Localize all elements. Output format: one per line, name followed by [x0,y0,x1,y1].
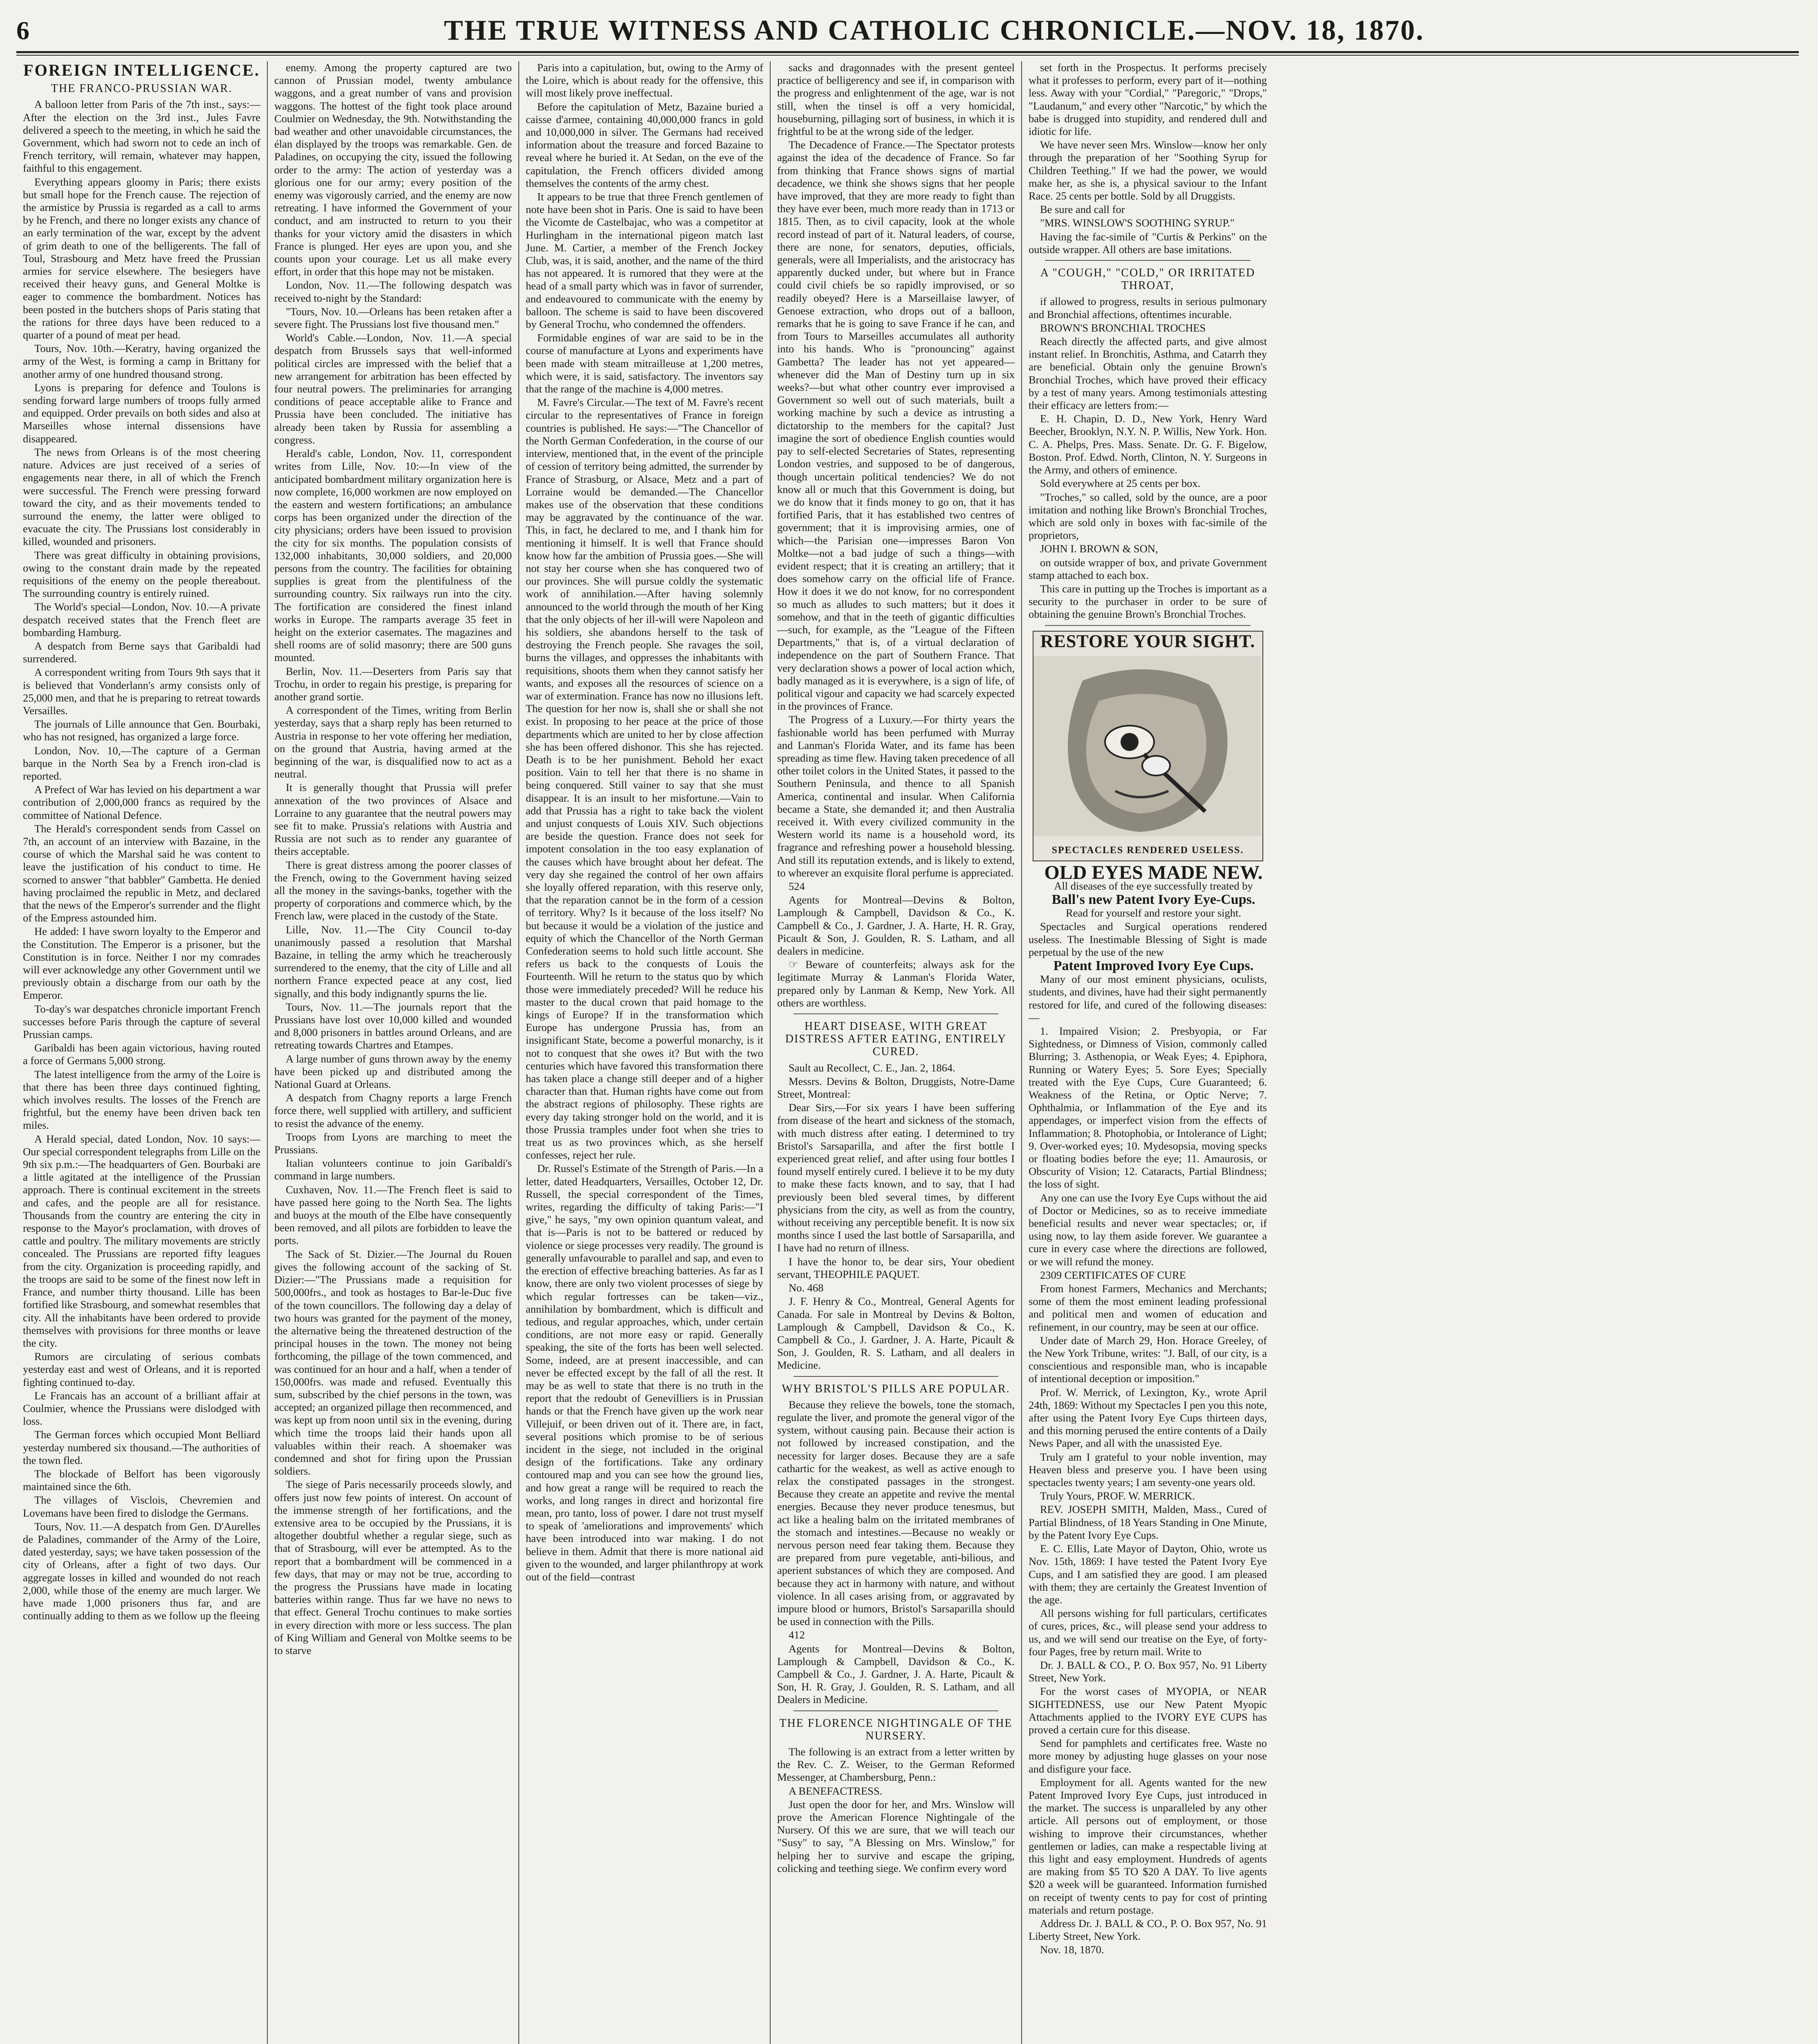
paragraph: Many of our most eminent physicians, oculists, students, and divines, have had their sight permanently restored for life, and cured of the following diseases:— [1029,973,1267,1024]
paragraph: Le Francais has an account of a brilliant affair at Coulmier, whence the Prussians were dislodged with loss. [23,1389,260,1428]
paragraph: There is great distress among the poorer classes of the French, owing to the Government having seized all the money in the savings-banks, together with the property of corporations and commerce which, by the French law, were placed in the custody of the State. [274,858,512,922]
paragraph: set forth in the Prospectus. It performs precisely what it professes to perform, every part of it—nothing less. Away with your "Cordial," "Paregoric," "Drops," "Laudanum," and every other "Narcotic," by which the babe is drugged into stupidity, and rendered dull and idiotic for life. [1029,61,1267,138]
paragraph: 1. Impaired Vision; 2. Presbyopia, or Far Sightedness, or Dimness of Vision, commonly called Blurring; 3. Asthenopia, or Weak Eyes; 4. Epiphora, Running or Watery Eyes; 5. Sore Eyes; Specially treated with the Eye Cups, Cure Guaranteed; 6. Weakness of the Retina, or Optic Nerve; 7. Ophthalmia, or Inflammation of the Eye and its appendages, or imperfect vision from the effects of Inflammation; 8. Photophobia, or Intolerance of Light; 9. Over-worked eyes; 10. Mydesopsia, moving specks or floating bodies before the eye; 11. Amaurosis, or Obscurity of Vision; 12. Cataracts, Partial Blindness; the loss of sight. [1029,1024,1267,1190]
eye-cups-illustration [1033,631,1263,861]
paragraph: This care in putting up the Troches is important as a security to the purchaser in order to be sure of obtaining the genuine Brown's Bronchial Troches. [1029,582,1267,621]
paragraph: Tours, Nov. 11.—The journals report that the Prussians have lost over 10,000 killed and wounded and 8,000 prisoners in battles around Orleans, and are retreating towards Chartres and Etampes. [274,1000,512,1051]
paragraph: Tours, Nov. 11.—A despatch from Gen. D'Aurelles de Paladines, commander of the Army of the Loire, dated yesterday, says; we have taken possession of the city of Orleans, after a fight of two days. Our aggregate losses in killed and wounded do not reach 2,000, while those of the enemy are much larger. We have made 1,000 prisoners thus far, and are continually adding to them as we follow up the fleeing [23,1520,260,1622]
ad-cough-title: A "COUGH," "COLD," OR IRRITATED THROAT, [1040,267,1255,292]
paragraph: Employment for all. Agents wanted for the new Patent Improved Ivory Eye Cups, just introduced in the market. The success is unparalleled by any other article. All persons out of employment, or those wishing to improve their circumstances, whether gentlemen or ladies, can make a respectable living at this light and easy employment. Hundreds of agents are making from $5 TO $20 A DAY. To live agents $20 a week will be guaranteed. Information furnished on receipt of twenty cents to pay for cost of printing materials and return postage. [1029,1776,1267,1916]
paragraph: It appears to be true that three French gentlemen of note have been shot in Paris. One is said to have been the Vicomte de Castelbajac, who was a competitor at Hurlingham in the international pigeon match last June. M. Cartier, a member of the French Jockey Club, was, it is said, another, and the name of the third has not appeared. It is rumored that they were at the head of a small party which was in favor of surrender, and endeavoured to communicate with the enemy by balloon. The scheme is said to have been discovered by General Trochu, who condemned the offenders. [526,191,763,331]
paragraph: Agents for Montreal—Devins & Bolton, Lamplough & Campbell, Davidson & Co., K. Campbell & Co., J. Gardner, J. A. Harte, H. R. Gray, Picault & Son, J. Goulden, R. S. Latham, and all dealers in medicine. [777,894,1015,957]
paragraph: if allowed to progress, results in serious pulmonary and Bronchial affections, oftentimes incurable. [1029,295,1267,320]
paragraph: Italian volunteers continue to join Garibaldi's command in large numbers. [274,1157,512,1182]
newspaper-columns [16,61,1799,2044]
paragraph: 524 [789,880,805,892]
paragraph: Messrs. Devins & Bolton, Druggists, Notre-Dame Street, Montreal: [777,1075,1015,1100]
paragraph: The following is an extract from a letter written by the Rev. C. Z. Weiser, to the German Reformed Messenger, at Chambersburg, Penn.: [777,1746,1015,1784]
paragraph: Everything appears gloomy in Paris; there exists but small hope for the French cause. The rejection of the armistice by Prussia is regarded as a call to arms by he French, and there no longer exists any chance of an early termination of the war, except by the advent of grim death to one of the belligerents. The fall of Toul, Strasbourg and Metz have freed the Prussian armies for service elsewhere. The besiegers have received their heavy guns, and General Moltke is eager to commence the bombardment. Notices has been posted in the butchers shops of Paris stating that the rations for three days have been reduced to a quarter of a pound of meat per head. [23,175,260,341]
ad-nightingale-body [777,1746,1015,1875]
divider [1045,260,1251,261]
paragraph: From honest Farmers, Mechanics and Merchants; some of them the most eminent leading professional and political men and women of education and refinement, in our country, may be seen at our office. [1029,1282,1267,1333]
paragraph: E. C. Ellis, Late Mayor of Dayton, Ohio, wrote us Nov. 15th, 1869: I have tested the Patent Ivory Eye Cups, and I am satisfied they are good. I am pleased with them; they are certainly the Greatest Invention of the age. [1029,1542,1267,1606]
paragraph: E. H. Chapin, D. D., New York, Henry Ward Beecher, Brooklyn, N.Y. N. P. Willis, New York. Hon. C. A. Phelps, Pres. Mass. Senate. Dr. G. F. Bigelow, Boston. Prof. Edwd. North, Clinton, N. Y. Surgeons in the Army, and others of eminence. [1029,412,1267,476]
paragraph: A Prefect of War has levied on his department a war contribution of 2,000,000 francs as required by the committee of National Defence. [23,783,260,821]
col5-body [1029,61,1267,256]
paragraph: I have the honor to, be dear sirs, Your obedient servant, THEOPHILE PAQUET. [777,1255,1015,1280]
paragraph: Garibaldi has been again victorious, having routed a force of Germans 5,000 strong. [23,1042,260,1067]
paragraph: Dr. Russel's Estimate of the Strength of Paris.—In a letter, dated Headquarters, Versailles, October 12, Dr. Russell, the special correspondent of the Times, writes, regarding the difficulty of taking Paris:—"I give," he says, "my own opinion quantum valeat, and that is—Paris is not to be battered or reduced by violence or siege processes very readily. The ground is generally unfavourable to parallel and sap, and even to the erection of effective breaching batteries. As far as I know, there are only two violent processes of siege by which regular fortresses can be taken—viz., annihilation by bombardment, which is difficult and tedious, and regular approaches, which, under certain conditions, are not more easy or rapid. Generally speaking, the site of the forts has been well selected. Some, indeed, are at present inaccessible, and can never be effected except by the fall of all the rest. It may be as well to state that there is no truth in the report that the redoubt of Genevilliers is in Prussian hands or that the French have given up the work near Villejuif, or been driven out of it. There are, in fact, several positions which promise to be of serious incident in the siege, not included in the original design of the fortifications. Take any ordinary contoured map and you can see how the ground lies, and how great a range will be required to reach the works, and long ranges in direct and horizontal fire mean, pro tanto, loss of power. I dare not trust myself to speak of 'ameliorations and improvements' which have been introduced into war making. I do not believe in them. Admit that there is more national aid given to the wounded, and larger philanthropy at work out of the field—contrast [526,1162,763,1583]
ad-bristol-title: WHY BRISTOL'S PILLS ARE POPULAR. [782,1382,1010,1395]
ad-eyes-brand-2: Patent Improved Ivory Eye Cups. [1053,958,1254,973]
paragraph: Be sure and call for [1040,203,1125,216]
paragraph: Any one can use the Ivory Eye Cups without the aid of Doctor or Medicines, so as to receive immediate beneficial results and never wear spectacles; or, if using now, to lay them aside forever. We guarantee a cure in every case where the directions are followed, or we will refund the money. [1029,1191,1267,1268]
paragraph: BROWN'S BRONCHIAL TROCHES [1040,321,1206,334]
paragraph: ☞ Beware of counterfeits; always ask for the legitimate Murray & Lanman's Florida Water, prepared only by Lanman & Kemp, New York. All others are worthless. [777,958,1015,1009]
paragraph: The siege of Paris necessarily proceeds slowly, and offers just now few points of interest. On account of the immense strength of her fortifications, and the extensive area to be occupied by the Prussians, it is altogether doubtful whether a regular siege, such as that of Strasbourg, will ever be attempted. As to the report that a bombardment will be commenced in a few days, that may or may not be true, according to the progress the Prussians have made in locating batteries within range. Thus far we have no news to that effect. General Trochu continues to make sorties in every direction with more or less success. The plan of King William and General von Moltke seems to be to starve [274,1478,512,1656]
paragraph: Herald's cable, London, Nov. 11, correspondent writes from Lille, Nov. 10:—In view of the anticipated bombardment military organization here is now complete, 16,000 workmen are now employed on the eastern and western fortifications; an ambulance corps has been organized under the direction of the city physicians; orders have been issued to provision the city for six months. The population consists of 132,000 inhabitants, 30,000 soldiers, and 20,000 persons from the country. The facilities for obtaining supplies is great from the plentifulness of the surrounding country. Six railways run into the city. The fortification are considered the finest inland works in Europe. The ramparts average 35 feet in height on the exterior casemates. The magazines and shell rooms are of solid masonry; there are 500 guns mounted. [274,447,512,664]
paragraph: enemy. Among the property captured are two cannon of Prussian model, twenty ambulance waggons, and a great number of vans and provision waggons. The hottest of the fight took place around Coulmier on Wednesday, the 9th. Notwithstanding the bad weather and other unavoidable circumstances, the élan displayed by the troops was remarkable. Gen. de Paladines, on occupying the city, issued the following order to the army: The action of yesterday was a glorious one for our army; every position of the enemy was vigorously carried, and the enemy are now retreating. I have informed the Government of your conduct, and am instructed to return to you their thanks for your victory amid the disasters in which France is plunged. Her eyes are upon you, and she counts upon your courage. Let us all make every effort, in order that this hope may not be mistaken. [274,61,512,278]
paragraph: Send for pamphlets and certificates free. Waste no more money by adjusting huge glasses on your nose and disfigure your face. [1029,1737,1267,1775]
paragraph: Nov. 18, 1870. [1040,1943,1104,1956]
section-subheading: THE FRANCO-PRUSSIAN WAR. [51,82,233,95]
paragraph: on outside wrapper of box, and private Government stamp attached to each box. [1029,556,1267,581]
col1-body [23,98,260,1622]
paragraph: A large number of guns thrown away by the enemy have been picked up and distributed among the National Guard at Orleans. [274,1052,512,1091]
paragraph: Lille, Nov. 11.—The City Council to-day unanimously passed a resolution that Marshal Bazaine, in telling the army which he treacherously surrendered to the enemy, that the city of Lille and all northern France expected peace at any cost, lied signally, and this body indignantly spurns the lie. [274,923,512,1000]
paragraph: Dear Sirs,—For six years I have been suffering from disease of the heart and sickness of the stomach, with much distress after eating. I determined to try Bristol's Sarsaparilla, and after the first bottle I experienced great relief, and after using four bottles I found myself entirely cured. I believe it to be my duty to make these facts known, and to say, that I had previously been bled several times, by different physicians from the city, as well as from the country, without receiving any perceptible benefit. It is now six months since I used the last bottle of Sarsaparilla, and I have had no return of illness. [777,1101,1015,1254]
paragraph: The blockade of Belfort has been vigorously maintained since the 6th. [23,1467,260,1493]
illustration-banner: RESTORE YOUR SIGHT. [1040,631,1255,651]
paragraph: J. F. Henry & Co., Montreal, General Agents for Canada. For sale in Montreal by Devins & Bolton, Lamplough & Campbell, Davidson & Co., K. Campbell & Co., J. Gardner, J. A. Harte, Picault & Son, J. Goulden, R. S. Latham, and all dealers in Medicine. [777,1295,1015,1372]
ad-nightingale-title: THE FLORENCE NIGHTINGALE OF THE NURSERY. [779,1717,1013,1742]
paragraph: Truly am I grateful to your noble invention, may Heaven bless and preserve you. I have been using spectacles twenty years; I am seventy-one years old. [1029,1450,1267,1489]
ad-eyes-intro [1029,920,1267,959]
masthead [16,16,1799,45]
paragraph: Address Dr. J. BALL & CO., P. O. Box 957, No. 91 Liberty Street, New York. [1029,1917,1267,1943]
ad-eyes-sub: All diseases of the eye successfully treated by [1054,879,1253,892]
header-rule-thin [16,55,1799,56]
paragraph: The Sack of St. Dizier.—The Journal du Rouen gives the following account of the sacking of St. Dizier:—"The Prussians made a requisition for 500,000frs., and took as hostages to Bar-le-Duc five of the town councillors. The following day a delay of two hours was granted for the payment of the money, the alternative being the threatened destruction of the principal houses in the town. The money not being forthcoming, the pillage of the town commenced, and was continued for an hour and a half, when a tender of 150,000frs. was made and refused. Eventually this sum, subscribed by the chief persons in the town, was accepted; an organized pillage then recommenced, and was kept up from noon until six in the evening, during which time the troops laid their hands upon all valuables within their reach. A shoemaker was condemned and shot for firing upon the Prussian soldiers. [274,1248,512,1477]
paragraph: Sault au Recollect, C. E., Jan. 2, 1864. [789,1061,955,1074]
ad-bristol-body [777,1399,1015,1706]
paragraph: For the worst cases of MYOPIA, or NEAR SIGHTEDNESS, use our New Patent Myopic Attachments applied to the IVORY EYE CUPS has proved a certain cure for this disease. [1029,1685,1267,1736]
ad-heart-title: HEART DISEASE, WITH GREAT DISTRESS AFTER EATING, ENTIRELY CURED. [785,1020,1007,1058]
paragraph: The Decadence of France.—The Spectator protests against the idea of the decadence of France. So far from thinking that France shows signs of martial decadence, we think she shows signs that her people have improved, that they are more ready to fight than they have ever been, much more ready than in 1713 or 1815. Then, as to civil capacity, look at the whole record instead of part of it. Natural leaders, of course, there are none, for senators, deputies, officials, generals, were all Imperialists, and the aristocracy has apparently ducked under, but where but in France could civil chiefs be so rapidly improvised, or so readily obeyed? Here is a Marseillaise lawyer, of Genoese extraction, who drops out of a balloon, remarks that he is going to save France if he can, and from Tours to Marseilles accumulates all authority into his hands. Who is "pronouncing" against Gambetta? The leader has not yet appeared—whenever did the Man of Destiny turn up in six weeks?—but what other country ever improvised a Government so well out of such materials, built a working machine by such a device as intrusting a dictatorship to the members for the capital? Just imagine the sort of obedience English counties would pay to self-elected Secretaries of States, representing London vestries, and supposed to be of dangerous, though uncertain political tendencies? We do not know all or much that this Government is doing, but we do know that it finds money to go on, that it has fortified Paris, that it has established two centres of government; that it is improvising armies, one of which—the Parisian one—impresses Baron Von Moltke—not a bad judge of such a things—with evident respect; that it is creating an artillery; that it does somehow carry on the official life of France. How it does it we do not know, for no correspondent so much as alludes to such matters; but it does it somehow, and that in the teeth of gigantic difficulties—such, for example, as the "League of the Fifteen Departments," that is, of a virtual declaration of independence on the part of Southern France. That very declaration shows a power of local action which, badly managed as it is everywhere, is a sign of life, of political vigour and capacity we had scarcely expected in the provinces of France. [777,139,1015,713]
paragraph: sacks and dragonnades with the present genteel practice of belligerency and see if, in comparison with the progress and enlightenment of the age, war is not still, when the tinsel is off a very homicidal, houseburning, pillaging sort of business, in which it is frightful to be at the wrong side of the ledger. [777,61,1015,138]
paragraph: Under date of March 29, Hon. Horace Greeley, of the New York Tribune, writes: "J. Ball, of our city, is a conscientious and responsible man, who is incapable of intentional deception or imposition." [1029,1334,1267,1385]
paragraph: World's Cable.—London, Nov. 11.—A special despatch from Brussels says that well-informed political circles are impressed with the belief that a new arrangement for arbitration has been effected by four neutral powers. The preliminaries for arranging conditions of peace acceptable alike to France and Prussia have been concluded. The initiative has already been taken by Russia for assembling a congress. [274,332,512,446]
paragraph: The villages of Visclois, Chevremien and Lovemans have been fired to dislodge the Germans. [23,1494,260,1519]
paragraph: A balloon letter from Paris of the 7th inst., says:—After the election on the 3rd inst., Jules Favre delivered a speech to the meeting, in which he said the Government, which had sworn not to cede an inch of French territory, will remain, whatever may happen, faithful to this engagement. [23,98,260,175]
paragraph: Truly Yours, PROF. W. MERRICK. [1040,1490,1195,1502]
column-2 [268,61,519,2044]
col3-body [526,61,763,1583]
ad-eyes-body [1029,973,1267,1956]
paragraph: No. 468 [789,1282,824,1294]
paragraph: Lyons is preparing for defence and Toulons is sending forward large numbers of troops fully armed and equipped. Order prevails on both sides and also at Marseilles whose internal dissensions have disappeared. [23,381,260,445]
ad-cough-body [1029,295,1267,621]
paragraph: Rumors are circulating of serious combats yesterday east and west of Orleans, and it is reported fighting continued to-day. [23,1350,260,1388]
paragraph: We have never seen Mrs. Winslow—know her only through the preparation of her "Soothing Syrup for Children Teething." If we had the power, we would make her, as she is, a physical saviour to the Infant Race. 25 cents per bottle. Sold by all Druggists. [1029,139,1267,202]
paragraph: Berlin, Nov. 11.—Deserters from Paris say that Trochu, in order to regain his prestige, is preparing for another grand sortie. [274,665,512,703]
ad-eyes-title: OLD EYES MADE NEW. [1044,861,1263,883]
paragraph: The Progress of a Luxury.—For thirty years the fashionable world has been perfumed with Murray and Lanman's Florida Water, and its fame has been spreading as time flew. Having taken precedence of all other toilet colors in the United States, it passed to the Southern Peninsula, and thence to all Spanish America, continental and insular. When California became a State, she demanded it; and then Australia received it. With every civilized community in the Western world its name is a household word, its fragrance and refreshing power a household blessing. And still its reputation extends, and is likely to extend, to wherever an exquisite floral perfume is appreciated. [777,713,1015,879]
running-title: THE TRUE WITNESS AND CATHOLIC CHRONICLE.—NOV. 18, 1870. [444,15,1425,46]
paragraph: "MRS. WINSLOW'S SOOTHING SYRUP." [1040,217,1235,229]
paragraph: He added: I have sworn loyalty to the Emperor and the Constitution. The Emperor is a prisoner, but the Constitution is in force. Neither I nor my comrades will ever acknowledge any other Government until we previously obtain a discharge from our oath by the Emperor. [23,925,260,1002]
paragraph: All persons wishing for full particulars, certificates of cures, prices, &c., will please send your address to us, and we will send our treatise on the Eye, of forty-four Pages, free by return mail. Write to [1029,1607,1267,1658]
divider [1045,625,1251,626]
paragraph: A despatch from Berne says that Garibaldi had surrendered. [23,639,260,665]
paragraph: To-day's war despatches chronicle important French successes before Paris through the capture of several Prussian camps. [23,1002,260,1041]
eye-engraving-icon [1033,656,1261,836]
ad-eyes-brand: Ball's new Patent Ivory Eye-Cups. [1051,892,1255,907]
illustration-caption: SPECTACLES RENDERED USELESS. [1051,845,1244,856]
paragraph: 412 [789,1629,805,1641]
divider [794,1376,998,1377]
paragraph: Sold everywhere at 25 cents per box. [1040,477,1201,490]
paragraph: Because they relieve the bowels, tone the stomach, regulate the liver, and promote the general vigor of the system, without causing pain. Because their action is not followed by increased constipation, and the necessity for larger doses. Because they are a safe cathartic for the weakest, as well as active enough to relax the constipated passages in the strongest. Because they create an appetite and revive the mental energies. Because they never produce tenesmus, but act like a healing balm on the irritated membranes of the stomach and intestines.—Because no weakly or nervous person need fear taking them. Because they are prepared from pure vegetable, anti-bilious, and aperient substances of which they are composed. And because they act in harmony with nature, and without violence. In all cases arising from, or aggravated by impure blood or humors, Bristol's Sarsaparilla should be used in connection with the Pills. [777,1398,1015,1628]
paragraph: REV. JOSEPH SMITH, Malden, Mass., Cured of Partial Blindness, of 18 Years Standing in One Minute, by the Patent Ivory Eye Cups. [1029,1503,1267,1541]
paragraph: Agents for Montreal—Devins & Bolton, Lamplough & Campbell, Davidson & Co., K. Campbell & Co., J. Gardner, J. A. Harte, Picault & Son, H. R. Gray, J. Goulden, R. S. Latham, and all Dealers in Medicine. [777,1642,1015,1706]
paragraph: Paris into a capitulation, but, owing to the Army of the Loire, which is about ready for the offensive, this will most likely prove ineffectual. [526,61,763,99]
column-4 [771,61,1022,2044]
paragraph: The German forces which occupied Mont Belliard yesterday numbered six thousand.—The authorities of the town fled. [23,1428,260,1466]
paragraph: A correspondent of the Times, writing from Berlin yesterday, says that a sharp reply has been returned to Austria in response to her vote offering her mediation, on the ground that Austria, having armed at the beginning of the war, is disqualified now to act as a neutral. [274,704,512,780]
paragraph: Spectacles and Surgical operations rendered useless. The Inestimable Blessing of Sight is made perpetual by the use of the new [1029,920,1267,958]
paragraph: The news from Orleans is of the most cheering nature. Advices are just received of a series of engagements near there, in all of which the French were successful. The French were pressing forward toward the city, and as their movements tended to surround the enemy, the latter were obliged to evacuate the city. The Prussians lost considerably in killed, wounded and prisoners. [23,446,260,548]
column-1 [16,61,268,2044]
paragraph: Reach directly the affected parts, and give almost instant relief. In Bronchitis, Asthma, and Catarrh they are beneficial. Obtain only the genuine Brown's Bronchial Troches, which have proved their efficacy by a test of many years. Among testimonials attesting their efficacy are letters from:— [1029,335,1267,412]
column-3 [519,61,771,2044]
paragraph: 2309 CERTIFICATES OF CURE [1040,1269,1186,1281]
paragraph: Prof. W. Merrick, of Lexington, Ky., wrote April 24th, 1869: Without my Spectacles I pen you this note, after using the Patent Ivory Eye Cups thirteen days, and this morning perused the entire contents of a Daily News Paper, and all with the unassisted Eye. [1029,1386,1267,1450]
paragraph: "Tours, Nov. 10.—Orleans has been retaken after a severe fight. The Prussians lost five thousand men." [274,305,512,331]
paragraph: London, Nov. 10,—The capture of a German barque in the North Sea by a French iron-clad is reported. [23,744,260,782]
paragraph: "Troches," so called, sold by the ounce, are a poor imitation and nothing like Brown's Bronchial Troches, which are sold only in boxes with fac-simile of the proprietors, [1029,491,1267,542]
ad-heart-body [777,1062,1015,1372]
paragraph: M. Favre's Circular.—The text of M. Favre's recent circular to the representatives of France in foreign countries is published. He says:—"The Chancellor of the North German Confederation, in the course of our interview, mentioned that, in the event of the principle of cession of territory being admitted, the surrender by France of Strasburg, or Alsace, Metz and a part of Lorraine would be demanded.—The Chancellor makes use of the observation that these conditions may be aggravated by the continuance of the war. This, in fact, he declared to me, and I thank him for mentioning it himself. It is well that France should know how far the ambition of Prussia goes.—She will not stay her course when she has conquered two of our provinces. She will pursue coldly the systematic work of annihilation.—After having solemnly announced to the world through the mouth of her King that the only objects of her ill-will were Napoleon and his soldiers, she abandons herself to the task of destroying the French people. She ravages the soil, burns the villages, and oppresses the inhabitants with requisitions, shoots them when they cannot satisfy her wants, and exposes all the resources of science on a war of extermination. France has now no illusions left. The question for her now is, shall she or shall she not exist. In proposing to her peace at the price of those departments which are united to her by close affection she has been offered dishonor. This she has rejected. Death is to be her punishment. Behold her exact position. Vain to tell her that there is no shame in being conquered. Still vainer to say that she must disappear. It is an insult to her misfortune.—Vain to add that Prussia has a right to take back the violent and unjust conquests of Louis XIV. Such objections are beside the question. France does not seek for impotent consolation in the too easy explanation of the causes which have brought about her defeat. The very day she regained the control of her own affairs she loyally offered reparation, with this reserve only, that the reparation cannot be in the form of a cession of territory. Why? Is it because of the loss itself? No but because it would be a violation of the justice and equity of which the Chancellor of the North German Confederation seems to hold such little account. She refers us back to the conquests of Louis the Fourteenth. Will he return to the status quo by which those were immediately preceded? Will he reduce his master to the ducal crown that paid homage to the kings of Europe? If in the transformation which Europe has undergone Prussia has, from an insignificant State, become a powerful monarchy, is it not to conquest that she owes it? But with the two centuries which have favored this transformation there has taken place a change still deeper and of a higher character than that. Human rights have come out from the abstract regions of philosophy. These rights are every day taking stronger hold on the world, and it is those Prussia tramples under foot when she tries to treat us as two provinces which, as she herself confesses, reject her rule. [526,396,763,1161]
section-heading: FOREIGN INTELLIGENCE. [23,61,260,79]
column-5 [1022,61,1273,2044]
col2-body [274,61,512,1657]
paragraph: A BENEFACTRESS. [789,1784,883,1797]
paragraph: A Herald special, dated London, Nov. 10 says:—Our special correspondent telegraphs from Lille on the 9th six p.m.:—The headquarters of Gen. Bourbaki are a little agitated at the intelligence of the Prussian approach. There is continual excitement in the streets and cafes, and the people are all for resistance. Thousands from the country are entering the city in response to the Mayor's proclamation, with droves of cattle and poultry. The military movements are strictly concealed. The Prussians are reported fifty leagues from the city. Organization is proceeding rapidly, and the troops are said to be some of the finest now left in France, and number thirty thousand. Lille has been fortified like Strasbourg, and somewhat resembles that city. All the inhabitants have been ordered to provide themselves with provisions for three months or leave the city. [23,1132,260,1349]
paragraph: The journals of Lille announce that Gen. Bourbaki, who has not resigned, has organized a large force. [23,718,260,743]
paragraph: Dr. J. BALL & CO., P. O. Box 957, No. 91 Liberty Street, New York. [1029,1659,1267,1684]
ad-eyes-read: Read for yourself and restore your sight. [1065,907,1242,919]
paragraph: It is generally thought that Prussia will prefer annexation of the two provinces of Alsace and Lorraine to any guarantee that the neutral powers may see fit to make. Prussia's relations with Austria and Russia are not such as to render any guarantee of theirs acceptable. [274,781,512,858]
paragraph: London, Nov. 11.—The following despatch was received to-night by the Standard: [274,279,512,304]
paragraph: Before the capitulation of Metz, Bazaine buried a caisse d'armee, containing 40,000,000 francs in gold and 10,000,000 in silver. The Germans had received information about the treasure and forced Bazaine to reveal where he buried it. At Sedan, on the eve of the capitulation, the French officers divided among themselves the contents of the army chest. [526,100,763,189]
divider [794,1710,998,1711]
paragraph: Having the fac-simile of "Curtis & Perkins" on the outside wrapper. All others are base imitations. [1029,230,1267,256]
paragraph: Tours, Nov. 10th.—Keratry, having organized the army of the West, is forming a camp in Brittany for another army of one hundred thousand strong. [23,342,260,380]
paragraph: A despatch from Chagny reports a large French force there, well supplied with artillery, and sufficient to resist the advance of the enemy. [274,1091,512,1130]
paragraph: Troops from Lyons are marching to meet the Prussians. [274,1130,512,1156]
paragraph: There was great difficulty in obtaining provisions, owing to the constant drain made by the repeated requisitions of the enemy on the people thereabout. The surrounding country is entirely ruined. [23,549,260,600]
paragraph: The Herald's correspondent sends from Cassel on 7th, an account of an interview with Bazaine, in the course of which the Marshal said he was content to leave the justification of his conduct to time. He scorned to answer "that babbler" Gambetta. He denied having proclaimed the republic in Metz, and declared that the news of the Emperor's surrender and the flight of the Empress astounded him. [23,822,260,924]
divider [794,1013,998,1014]
paragraph: Just open the door for her, and Mrs. Winslow will prove the American Florence Nightingale of the Nursery. Of this we are sure, that we will teach our "Susy" to say, "A Blessing on Mrs. Winslow," for helping her to survive and escape the griping, colicking and teething siege. We confirm every word [777,1798,1015,1874]
paragraph: A correspondent writing from Tours 9th says that it is believed that Vonderlann's army consists only of 25,000 men, and that he is preparing to retreat towards Versailles. [23,666,260,717]
paragraph: JOHN I. BROWN & SON, [1040,542,1158,555]
col4-body [777,61,1015,1009]
paragraph: Formidable engines of war are said to be in the course of manufacture at Lyons and experiments have been made with steam mitrailleuse at 1,200 metres, which were, it is said, satisfactory. The inventors say that the range of the machine is 4,000 metres. [526,332,763,395]
page-number: 6 [16,16,29,45]
header-rule [16,51,1799,53]
paragraph: The World's special—London, Nov. 10.—A private despatch received states that the French fleet are bombarding Hamburg. [23,601,260,639]
paragraph: Cuxhaven, Nov. 11.—The French fleet is said to have passed here going to the North Sea. The lights and buoys at the mouth of the Elbe have consequently been removed, and all pilots are forbidden to leave the ports. [274,1183,512,1247]
paragraph: The latest intelligence from the army of the Loire is that there has been three days continued fighting, which involves results. The losses of the French are frightful, but the enemy have been driven back ten miles. [23,1068,260,1132]
